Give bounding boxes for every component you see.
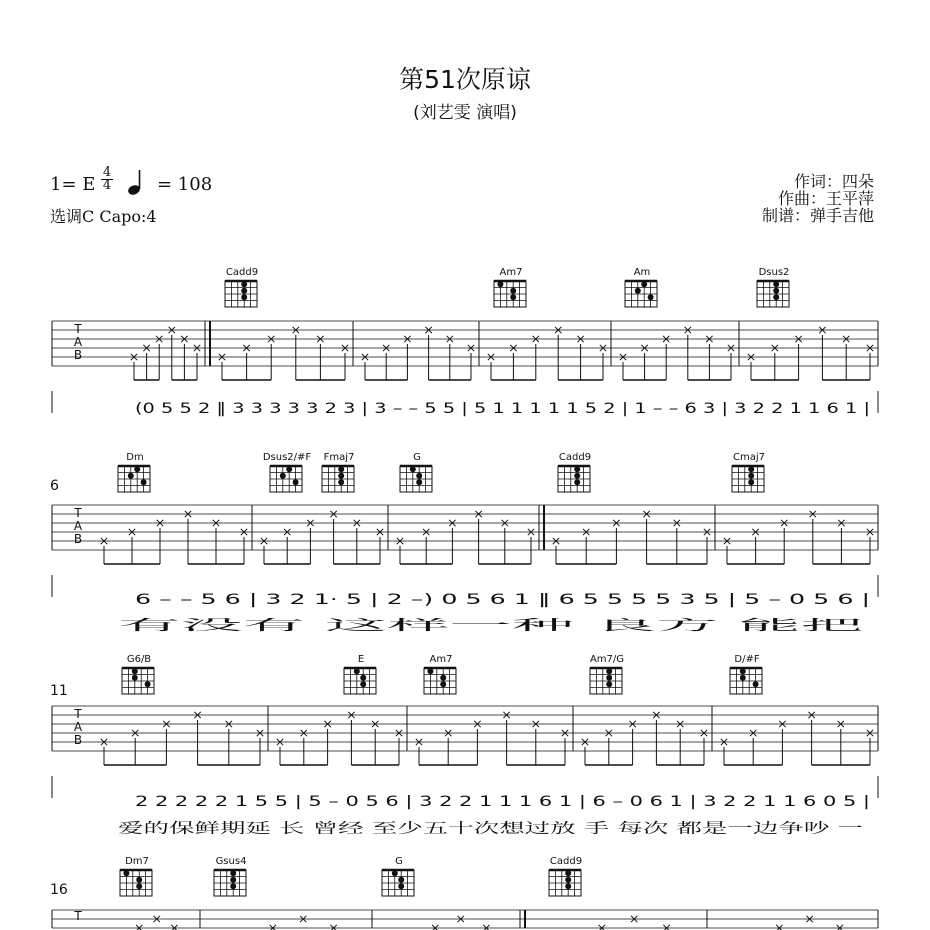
jianpu-line: 2 2 2 2 2 1 5 5 | 5 – 0 5 6 | 3 2 2 1 1 1 6 1 | 6 – 0 6 1 | 3 2 2 1 1 6 0 5 | — [135, 794, 870, 810]
chord-dot — [510, 288, 516, 294]
chord-dot — [773, 281, 779, 287]
lyric-line: 爱的保鲜期延 长 曾经 至少五十次想过放 手 每次 都是一边争吵 一 — [118, 821, 528, 837]
chord-dot — [574, 479, 580, 485]
chord-dot — [398, 883, 404, 889]
chord-name: Dsus2 — [758, 267, 790, 278]
chord-dot — [497, 281, 503, 287]
chord-dot — [773, 288, 779, 294]
chord-dot — [440, 675, 446, 681]
chord-dot — [574, 473, 580, 479]
row-number: 11 — [50, 683, 68, 699]
chord-dot — [241, 294, 247, 300]
chord-dot — [606, 675, 612, 681]
chord-name: Gsus4 — [215, 856, 247, 867]
chord-dot — [132, 668, 138, 674]
chord-dot — [293, 479, 299, 485]
chord-dot — [748, 473, 754, 479]
chord-name: Am — [633, 267, 651, 278]
chord-name: Dm7 — [125, 856, 149, 867]
chord-name: Am7/G — [589, 654, 625, 665]
chord-dot — [280, 473, 286, 479]
chord-dot — [748, 466, 754, 472]
chord-dot — [354, 668, 360, 674]
tab-letter: B — [73, 532, 83, 546]
chord-name: G — [395, 856, 403, 867]
chord-dot — [416, 479, 422, 485]
tab-letter: T — [74, 506, 82, 520]
chord-dot — [574, 466, 580, 472]
chord-dot — [241, 281, 247, 287]
chord-dot — [510, 294, 516, 300]
chord-name: Dsus2/#F — [262, 452, 312, 463]
chord-dot — [606, 668, 612, 674]
chord-dot — [740, 675, 746, 681]
chord-dot — [230, 877, 236, 883]
chord-dot — [241, 288, 247, 294]
tab-letter: T — [74, 322, 82, 336]
chord-name: D/#F — [734, 654, 760, 665]
chord-name: Am7 — [429, 654, 453, 665]
tab-letter: A — [73, 519, 83, 533]
jianpu-line: (0 5 5 2 ‖ 3 3 3 3 3 2 3 | 3 – – 5 5 | 5 1 1 1 1 1 5 2 | 1 – – 6 3 | 3 2 2 1 1 6 1 | — [135, 401, 870, 417]
chord-name: Fmaj7 — [323, 452, 355, 463]
tab-letter: T — [74, 909, 82, 923]
chord-dot — [360, 675, 366, 681]
chord-dot — [128, 473, 134, 479]
chord-dot — [416, 473, 422, 479]
credit-lyrics: 作词：四朵 — [793, 172, 874, 191]
chord-dot — [565, 870, 571, 876]
chord-dot — [360, 681, 366, 687]
chord-name: Am7 — [499, 267, 523, 278]
chord-dot — [748, 479, 754, 485]
chord-dot — [440, 681, 446, 687]
credit-transcriber: 制谱：弹手吉他 — [761, 206, 874, 225]
chord-dot — [565, 883, 571, 889]
chord-name: Cadd9 — [549, 856, 583, 867]
chord-dot — [753, 681, 759, 687]
chord-dot — [230, 883, 236, 889]
chord-dot — [136, 877, 142, 883]
chord-dot — [338, 473, 344, 479]
chord-dot — [136, 883, 142, 889]
key-signature: 1= E — [50, 174, 96, 195]
chord-dot — [145, 681, 151, 687]
chord-dot — [641, 281, 647, 287]
song-title: 第51次原谅 — [399, 65, 531, 94]
capo-info: 选调C Capo:4 — [50, 207, 157, 226]
chord-dot — [338, 466, 344, 472]
chord-name: Cadd9 — [558, 452, 592, 463]
chord-dot — [141, 479, 147, 485]
chord-dot — [230, 870, 236, 876]
chord-name: Cmaj7 — [733, 452, 765, 463]
jianpu-line: 6 – – 5 6 | 3 2 1· 5 | 2 –) 0 5 6 1 ‖ 6 5 5 5 5 3 5 | 5 – 0 5 6 | — [135, 592, 870, 608]
chord-dot — [338, 479, 344, 485]
chord-dot — [286, 466, 292, 472]
chord-name: Dm — [126, 452, 144, 463]
chord-dot — [398, 877, 404, 883]
tab-letter: T — [74, 707, 82, 721]
chord-dot — [427, 668, 433, 674]
chord-name: E — [357, 654, 365, 665]
chord-dot — [392, 870, 398, 876]
chord-dot — [648, 294, 654, 300]
tab-letter: B — [73, 733, 83, 747]
tab-letter: A — [73, 335, 83, 349]
time-sig-top: 4 — [102, 165, 112, 180]
chord-dot — [773, 294, 779, 300]
chord-name: Cadd9 — [225, 267, 259, 278]
chord-dot — [740, 668, 746, 674]
chord-dot — [565, 877, 571, 883]
tab-letter: B — [73, 348, 83, 362]
song-subtitle: (刘艺雯 演唱) — [413, 103, 517, 123]
chord-dot — [635, 288, 641, 294]
chord-dot — [134, 466, 140, 472]
row-number: 6 — [50, 478, 59, 494]
credit-music: 作曲：王平萍 — [777, 189, 874, 208]
chord-dot — [123, 870, 129, 876]
chord-name: G — [413, 452, 421, 463]
tab-letter: A — [73, 720, 83, 734]
chord-dot — [606, 681, 612, 687]
row-number: 16 — [50, 882, 68, 898]
time-sig-bottom: 4 — [102, 178, 112, 193]
chord-dot — [410, 466, 416, 472]
chord-dot — [132, 675, 138, 681]
chord-name: G6/B — [126, 654, 152, 665]
lyric-line: 有没有 这样一种 良方 能把 — [118, 618, 286, 634]
tempo: = 108 — [157, 174, 213, 195]
